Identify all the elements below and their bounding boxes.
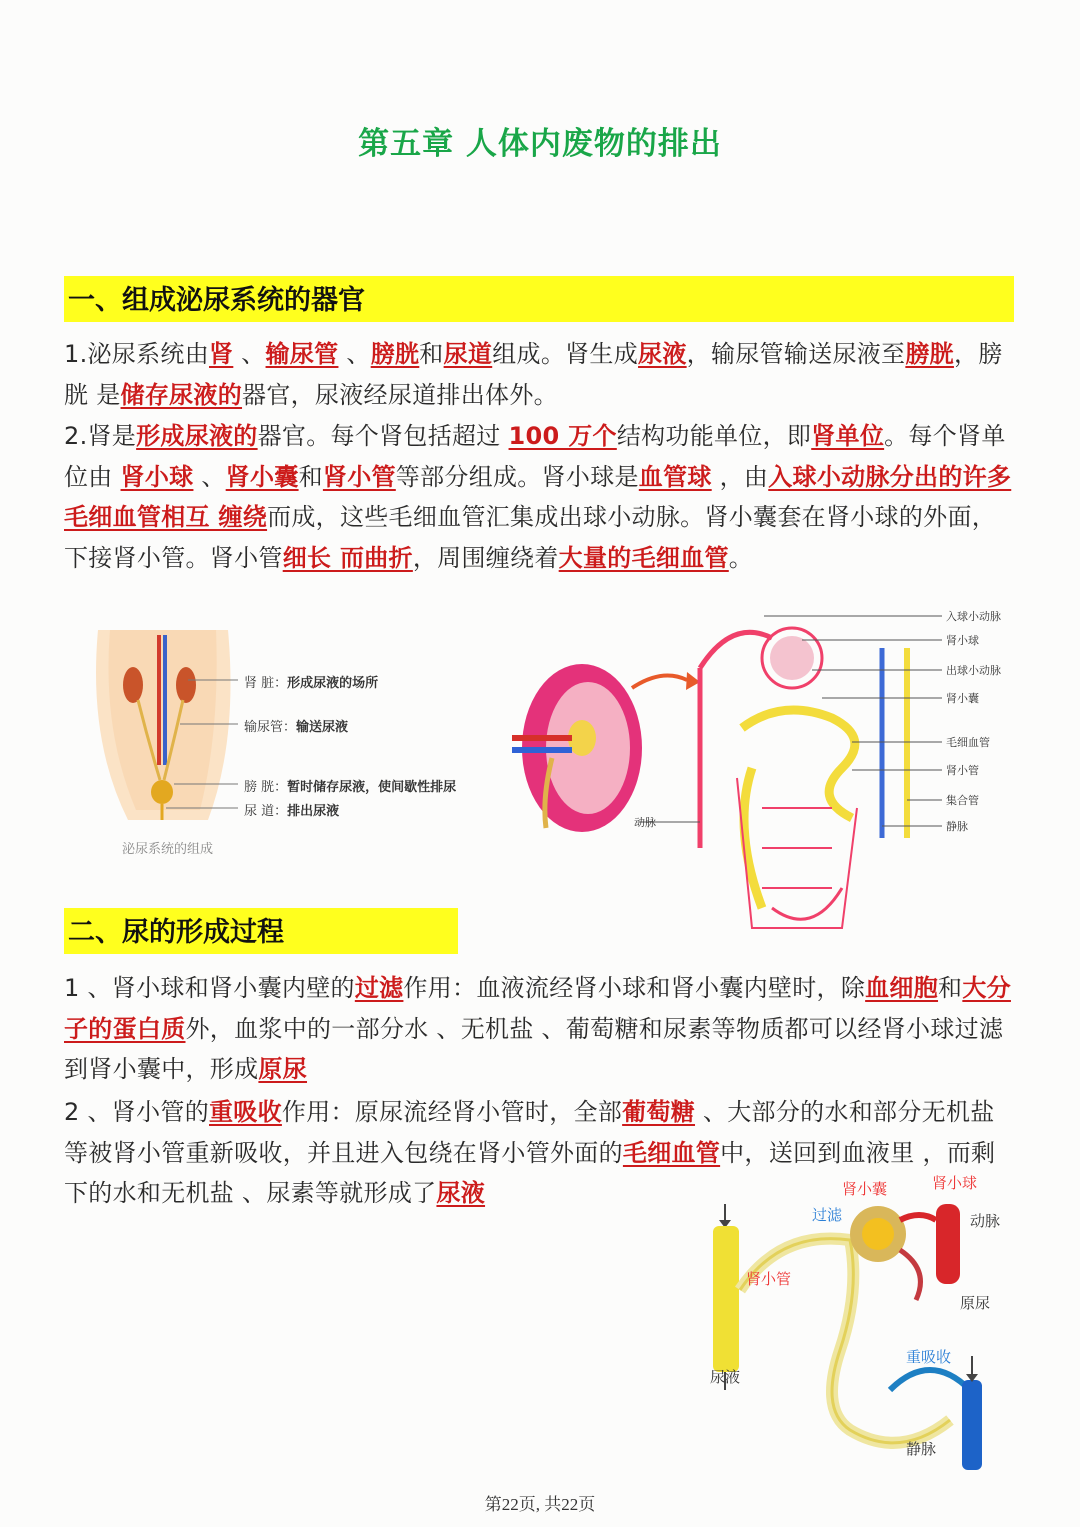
- highlighted-term: 100 万个: [508, 422, 617, 450]
- highlighted-term: 尿道: [443, 340, 493, 368]
- text-run: 。每个肾单位由: [64, 422, 1006, 491]
- page-title: 第五章 人体内废物的排出: [358, 126, 722, 162]
- paragraph-1-2: [64, 416, 1018, 578]
- highlighted-term: 大分子的蛋白质: [64, 974, 1011, 1043]
- highlighted-term: 输尿管: [265, 340, 339, 368]
- text-run: 。: [728, 543, 754, 572]
- formation-label-urine: 尿液: [710, 1368, 741, 1386]
- text-run: 1.泌尿系统由: [64, 340, 209, 368]
- text-run: 而成，这些毛细血管汇集成出球小动脉。肾小囊套在肾小球的外面，下接肾小管。肾小管: [64, 503, 997, 572]
- highlighted-term: 血细胞: [865, 974, 939, 1002]
- nephron-illustration: [512, 608, 1032, 948]
- formation-label-filter: 过滤: [812, 1206, 843, 1224]
- urine-formation-figure: [700, 1170, 1020, 1480]
- urinary-system-illustration: [88, 620, 518, 860]
- highlighted-term: 膀胱: [370, 340, 420, 368]
- formation-label-capsule: 肾小囊: [842, 1180, 888, 1198]
- highlighted-term: 细长 而曲折: [282, 543, 413, 572]
- nephron-label-artery: 动脉: [634, 816, 656, 829]
- formation-label-reabsorb: 重吸收: [906, 1348, 952, 1366]
- figure1-label-urethra: 尿 道：排出尿液: [244, 804, 340, 819]
- text-run: 、: [338, 340, 371, 368]
- highlighted-term: 过滤: [354, 974, 404, 1002]
- highlighted-term: 重吸收: [209, 1098, 282, 1126]
- nephron-label-glomerulus: 肾小球: [946, 634, 979, 647]
- text-run: 和: [938, 974, 963, 1002]
- text-run: 器官。每个肾包括超过: [257, 422, 509, 450]
- text-run: 作用：血液流经肾小球和肾小囊内壁时，除: [403, 974, 866, 1002]
- text-run: ，周围缠绕着: [412, 543, 559, 572]
- text-run: 结构功能单位，即: [616, 422, 812, 450]
- text-run: 中，送回到血液里 ，而剩下的水和无机盐 、尿素等就形成了: [64, 1138, 996, 1207]
- text-run: ，由: [711, 462, 769, 491]
- text-run: 作用：原尿流经肾小管时，全部: [281, 1098, 623, 1126]
- nephron-label-collecting-duct: 集合管: [946, 794, 979, 807]
- highlighted-term: 肾小球: [120, 462, 194, 491]
- formation-label-artery: 动脉: [970, 1212, 1001, 1230]
- highlighted-term: 肾: [209, 340, 234, 368]
- highlighted-term: 尿液: [436, 1179, 486, 1207]
- nephron-label-efferent-arteriole: 出球小动脉: [946, 664, 1001, 677]
- text-run: 外，血浆中的一部分水 、无机盐 、葡萄糖和尿素等物质都可以经肾小球过滤到肾小囊中，形成: [64, 1014, 1004, 1083]
- highlighted-term: 原尿: [258, 1055, 308, 1083]
- text-run: ，输尿管输送尿液至: [686, 340, 906, 368]
- urinary-system-figure: [88, 620, 518, 860]
- formation-label-glomerulus: 肾小球: [932, 1174, 978, 1192]
- highlighted-term: 肾小囊: [225, 462, 299, 491]
- highlighted-term: 肾小管: [322, 462, 396, 491]
- text-run: 1 、肾小球和肾小囊内壁的: [64, 974, 355, 1002]
- nephron-label-afferent-arteriole: 入球小动脉: [946, 610, 1001, 623]
- text-run: 、: [193, 462, 226, 491]
- nephron-label-vein: 静脉: [946, 820, 968, 833]
- text-run: 2.肾是: [64, 422, 137, 450]
- text-run: 、: [233, 340, 266, 368]
- text-run: ，膀胱 是: [64, 340, 1003, 409]
- figure1-caption: 泌尿系统的组成: [122, 842, 214, 857]
- formation-label-vein: 静脉: [906, 1440, 937, 1458]
- text-run: 和: [419, 340, 444, 368]
- nephron-label-tubule: 肾小管: [946, 764, 979, 777]
- highlighted-term: 肾单位: [811, 422, 885, 450]
- highlighted-term: 葡萄糖: [622, 1098, 696, 1126]
- figure1-label-ureter: 输尿管：输送尿液: [244, 720, 349, 735]
- text-run: 、大部分的水和部分无机盐等被肾小管重新吸收，并且进入包绕在肾小管外面的: [64, 1098, 995, 1167]
- highlighted-term: 膀胱: [905, 340, 954, 368]
- figure1-label-kidney: 肾 脏：形成尿液的场所: [244, 676, 379, 691]
- figure1-label-bladder: 膀 胱：暂时储存尿液，使间歇性排尿: [244, 780, 457, 795]
- paragraph-1-1: [64, 334, 1018, 415]
- formation-label-primary-urine: 原尿: [960, 1294, 991, 1312]
- nephron-label-capsule: 肾小囊: [946, 692, 979, 705]
- text-run: 组成。肾生成: [492, 340, 639, 368]
- highlighted-term: 储存尿液的: [120, 380, 243, 409]
- section-heading-1: 一、组成泌尿系统的器官: [64, 276, 1014, 322]
- text-run: 2 、肾小管的: [64, 1098, 209, 1126]
- highlighted-term: 毛细血管: [622, 1138, 721, 1167]
- highlighted-term: 入球小动脉分出的许多毛细血管相互 缠绕: [64, 462, 1012, 531]
- page-footer: 第22页, 共22页: [484, 1495, 596, 1514]
- text-run: 等部分组成。肾小球是: [395, 462, 639, 491]
- text-run: 器官，尿液经尿道排出体外。: [242, 380, 558, 409]
- highlighted-term: 尿液: [638, 340, 687, 368]
- nephron-label-capillaries: 毛细血管: [946, 736, 990, 749]
- formation-label-tubule: 肾小管: [746, 1270, 792, 1288]
- highlighted-term: 大量的毛细血管: [558, 543, 729, 572]
- paragraph-2-1: [64, 968, 1018, 1090]
- highlighted-term: 形成尿液的: [136, 422, 258, 450]
- nephron-figure: [512, 608, 1032, 948]
- text-run: 和: [298, 462, 323, 491]
- highlighted-term: 血管球: [638, 462, 712, 491]
- section-heading-2: 二、尿的形成过程: [64, 908, 458, 954]
